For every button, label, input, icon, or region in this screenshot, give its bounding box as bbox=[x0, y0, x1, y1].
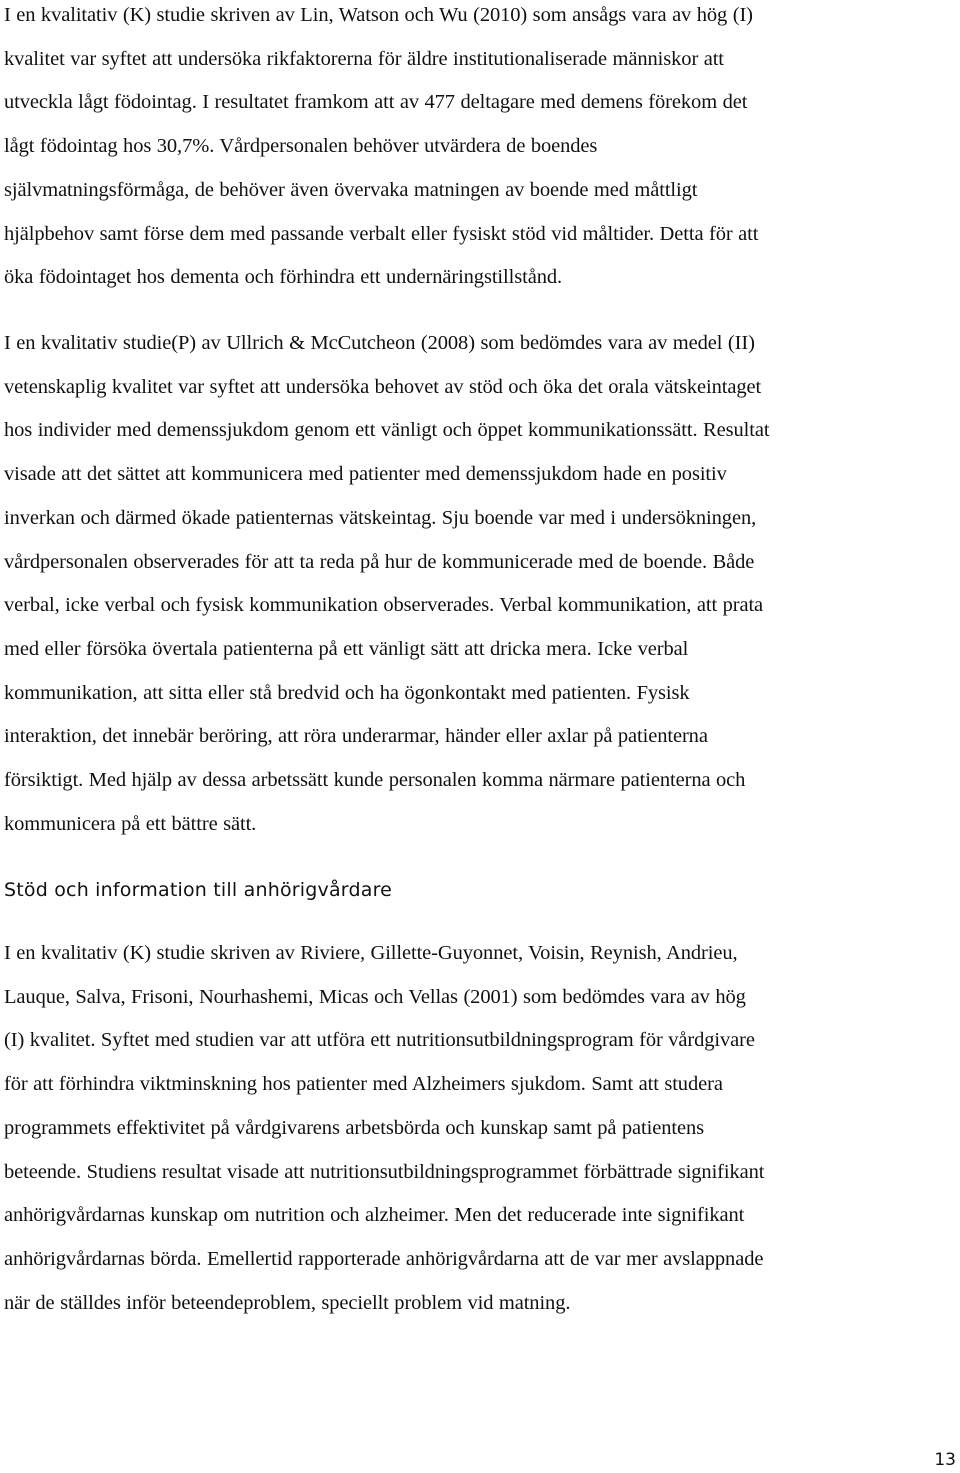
text-line: anhörigvårdarnas börda. Emellertid rapporterade anhörigvårdarna att de var mer avslappnade bbox=[4, 1247, 764, 1270]
paragraph-lin-watson-wu bbox=[4, 0, 956, 300]
paragraph-riviere bbox=[4, 932, 956, 1325]
text-line: hjälpbehov samt förse dem med passande verbalt eller fysiskt stöd vid måltider. Detta för att bbox=[4, 222, 759, 245]
text-line: Lauque, Salva, Frisoni, Nourhashemi, Micas och Vellas (2001) som bedömdes vara av hög bbox=[4, 985, 746, 1008]
text-line: inverkan och därmed ökade patienternas vätskeintag. Sju boende var med i undersökningen, bbox=[4, 506, 757, 529]
text-line: anhörigvårdarnas kunskap om nutrition och alzheimer. Men det reducerade inte signifikant bbox=[4, 1204, 745, 1227]
text-line: vetenskaplig kvalitet var syftet att undersöka behovet av stöd och öka det orala vätskeintaget bbox=[4, 375, 762, 398]
text-line: lågt födointag hos 30,7%. Vårdpersonalen behöver utvärdera de boendes bbox=[4, 135, 598, 158]
text-line: visade att det sättet att kommunicera med patienter med demenssjukdom hade en positiv bbox=[4, 463, 727, 486]
text-line: kommunikation, att sitta eller stå bredvid och ha ögonkontakt med patienten. Fysisk bbox=[4, 681, 690, 704]
text-line: med eller försöka övertala patienterna på ett vänligt sätt att dricka mera. Icke verbal bbox=[4, 637, 689, 660]
section-heading: Stöd och information till anhörigvårdare bbox=[4, 879, 393, 901]
text-line: I en kvalitativ (K) studie skriven av Lin, Watson och Wu (2010) som ansågs vara av hög (I) bbox=[4, 4, 753, 26]
paragraph-ullrich-mccutcheon bbox=[4, 322, 956, 846]
text-line: (I) kvalitet. Syftet med studien var att utföra ett nutritionsutbildningsprogram för vårdgivare bbox=[4, 1029, 755, 1052]
text-line: kvalitet var syftet att undersöka rikfaktorerna för äldre institutionaliserade människor att bbox=[4, 47, 724, 70]
text-line: programmets effektivitet på vårdgivarens arbetsbörda och kunskap samt på patientens bbox=[4, 1116, 704, 1139]
text-line: I en kvalitativ studie(P) av Ullrich & McCutcheon (2008) som bedömdes vara av medel (II) bbox=[4, 332, 755, 354]
text-line: vårdpersonalen observerades för att ta reda på hur de kommunicerade med de boende. Både bbox=[4, 550, 755, 573]
text-line: för att förhindra viktminskning hos patienter med Alzheimers sjukdom. Samt att studera bbox=[4, 1073, 723, 1096]
text-line: verbal, icke verbal och fysisk kommunikation observerades. Verbal kommunikation, att prata bbox=[4, 594, 764, 617]
page-number: 13 bbox=[934, 1450, 956, 1470]
text-line: öka födointaget hos dementa och förhindra ett undernäringstillstånd. bbox=[4, 266, 563, 289]
text-line: interaktion, det innebär beröring, att röra underarmar, händer eller axlar på patienterna bbox=[4, 725, 708, 748]
text-line: beteende. Studiens resultat visade att nutritionsutbildningsprogrammet förbättrade signifikant bbox=[4, 1160, 765, 1183]
text-line: självmatningsförmåga, de behöver även övervaka matningen av boende med måttligt bbox=[4, 178, 698, 201]
text-line: försiktigt. Med hjälp av dessa arbetssätt kunde personalen komma närmare patienterna och bbox=[4, 769, 746, 792]
text-line: utveckla lågt födointag. I resultatet framkom att av 477 deltagare med demens förekom det bbox=[4, 91, 748, 114]
text-line: hos individer med demenssjukdom genom ett vänligt och öppet kommunikationssätt. Resultat bbox=[4, 419, 770, 442]
text-line: när de ställdes inför beteendeproblem, speciellt problem vid matning. bbox=[4, 1291, 571, 1314]
text-line: I en kvalitativ (K) studie skriven av Riviere, Gillette-Guyonnet, Voisin, Reynish, Andrieu, bbox=[4, 942, 738, 964]
text-line: kommunicera på ett bättre sätt. bbox=[4, 812, 257, 835]
